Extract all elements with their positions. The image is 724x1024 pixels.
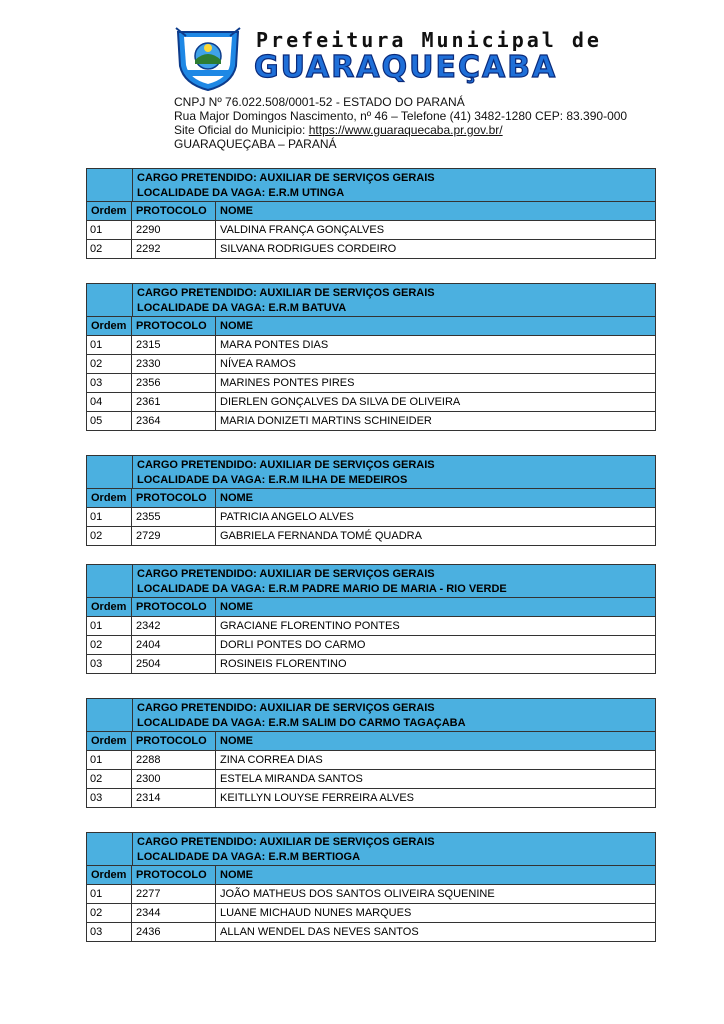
- table-header: [86, 202, 656, 221]
- table-row: [86, 355, 656, 374]
- cell-protocolo: 2729: [132, 527, 216, 546]
- cell-nome: VALDINA FRANÇA GONÇALVES: [216, 221, 656, 240]
- cell-nome: DIERLEN GONÇALVES DA SILVA DE OLIVEIRA: [216, 393, 656, 412]
- header-nome: NOME: [216, 732, 656, 751]
- cell-protocolo: 2436: [132, 923, 216, 942]
- table-title: [86, 168, 656, 202]
- cell-nome: JOÃO MATHEUS DOS SANTOS OLIVEIRA SQUENINE: [216, 885, 656, 904]
- letterhead: [170, 22, 670, 172]
- cargo-label: CARGO PRETENDIDO: AUXILIAR DE SERVIÇOS GERAIS: [137, 287, 435, 299]
- site-line: [174, 123, 627, 137]
- site-prefix: Site Oficial do Municipio:: [174, 123, 309, 137]
- cell-ordem: 01: [86, 336, 132, 355]
- cell-nome: PATRICIA ANGELO ALVES: [216, 508, 656, 527]
- contact-info: [174, 95, 627, 151]
- cell-nome: ROSINEIS FLORENTINO: [216, 655, 656, 674]
- city-line: GUARAQUEÇABA – PARANÁ: [174, 137, 337, 151]
- site-link[interactable]: https://www.guaraquecaba.pr.gov.br/: [308, 123, 503, 137]
- cell-nome: SILVANA RODRIGUES CORDEIRO: [216, 240, 656, 259]
- table-row: [86, 636, 656, 655]
- cell-ordem: 04: [86, 393, 132, 412]
- table-row: [86, 508, 656, 527]
- cell-ordem: 01: [86, 885, 132, 904]
- cell-protocolo: 2290: [132, 221, 216, 240]
- header-ordem: Ordem: [86, 732, 132, 751]
- cell-protocolo: 2277: [132, 885, 216, 904]
- cell-ordem: 02: [86, 240, 132, 259]
- header-nome: NOME: [216, 489, 656, 508]
- title-text: [132, 283, 656, 317]
- table-row: [86, 751, 656, 770]
- title-spacer: [86, 832, 132, 866]
- cell-protocolo: 2344: [132, 904, 216, 923]
- title-spacer: [86, 455, 132, 489]
- table-row: [86, 904, 656, 923]
- header-ordem: Ordem: [86, 598, 132, 617]
- cell-ordem: 01: [86, 751, 132, 770]
- table-row: [86, 240, 656, 259]
- org-name-line1: Prefeitura Municipal de: [256, 28, 602, 52]
- localidade-label: LOCALIDADE DA VAGA: E.R.M BERTIOGA: [137, 851, 361, 863]
- title-spacer: [86, 283, 132, 317]
- table-row: [86, 336, 656, 355]
- title-text: [132, 832, 656, 866]
- cell-ordem: 01: [86, 617, 132, 636]
- localidade-label: LOCALIDADE DA VAGA: E.R.M ILHA DE MEDEIROS: [137, 474, 408, 486]
- cargo-label: CARGO PRETENDIDO: AUXILIAR DE SERVIÇOS GERAIS: [137, 836, 435, 848]
- vacancy-table: [86, 168, 656, 259]
- header-nome: NOME: [216, 202, 656, 221]
- table-header: [86, 489, 656, 508]
- table-header: [86, 598, 656, 617]
- header-nome: NOME: [216, 598, 656, 617]
- cell-ordem: 02: [86, 904, 132, 923]
- cell-ordem: 03: [86, 374, 132, 393]
- cell-protocolo: 2404: [132, 636, 216, 655]
- cell-nome: GRACIANE FLORENTINO PONTES: [216, 617, 656, 636]
- cell-protocolo: 2288: [132, 751, 216, 770]
- cargo-label: CARGO PRETENDIDO: AUXILIAR DE SERVIÇOS GERAIS: [137, 702, 435, 714]
- table-row: [86, 412, 656, 431]
- cell-ordem: 02: [86, 355, 132, 374]
- header-nome: NOME: [216, 317, 656, 336]
- title-text: [132, 168, 656, 202]
- vacancy-table: [86, 564, 656, 674]
- header-ordem: Ordem: [86, 489, 132, 508]
- title-spacer: [86, 168, 132, 202]
- cell-ordem: 01: [86, 221, 132, 240]
- cell-protocolo: 2315: [132, 336, 216, 355]
- cell-protocolo: 2330: [132, 355, 216, 374]
- header-ordem: Ordem: [86, 866, 132, 885]
- cnpj-line: CNPJ Nº 76.022.508/0001-52 - ESTADO DO PARANÁ: [174, 95, 465, 109]
- localidade-label: LOCALIDADE DA VAGA: E.R.M PADRE MARIO DE MARIA - RIO VERDE: [137, 583, 507, 595]
- table-row: [86, 923, 656, 942]
- vacancy-table: [86, 283, 656, 431]
- table-title: [86, 698, 656, 732]
- address-line: Rua Major Domingos Nascimento, nº 46 – Telefone (41) 3482-1280 CEP: 83.390-000: [174, 109, 628, 123]
- cell-ordem: 03: [86, 655, 132, 674]
- header-ordem: Ordem: [86, 202, 132, 221]
- table-row: [86, 655, 656, 674]
- cell-ordem: 02: [86, 527, 132, 546]
- cell-protocolo: 2342: [132, 617, 216, 636]
- cell-ordem: 02: [86, 636, 132, 655]
- table-row: [86, 374, 656, 393]
- cell-protocolo: 2300: [132, 770, 216, 789]
- header-protocolo: PROTOCOLO: [132, 732, 216, 751]
- cell-nome: ZINA CORREA DIAS: [216, 751, 656, 770]
- title-text: [132, 564, 656, 598]
- header-protocolo: PROTOCOLO: [132, 598, 216, 617]
- cell-ordem: 05: [86, 412, 132, 431]
- header-protocolo: PROTOCOLO: [132, 489, 216, 508]
- table-row: [86, 770, 656, 789]
- cell-nome: DORLI PONTES DO CARMO: [216, 636, 656, 655]
- cell-nome: MARA PONTES DIAS: [216, 336, 656, 355]
- cargo-label: CARGO PRETENDIDO: AUXILIAR DE SERVIÇOS GERAIS: [137, 568, 435, 580]
- cell-protocolo: 2364: [132, 412, 216, 431]
- table-row: [86, 221, 656, 240]
- header-protocolo: PROTOCOLO: [132, 866, 216, 885]
- cell-protocolo: 2361: [132, 393, 216, 412]
- vacancy-table: [86, 455, 656, 546]
- header-protocolo: PROTOCOLO: [132, 317, 216, 336]
- cargo-label: CARGO PRETENDIDO: AUXILIAR DE SERVIÇOS GERAIS: [137, 459, 435, 471]
- cargo-label: CARGO PRETENDIDO: AUXILIAR DE SERVIÇOS GERAIS: [137, 172, 435, 184]
- table-row: [86, 617, 656, 636]
- table-row: [86, 393, 656, 412]
- header-protocolo: PROTOCOLO: [132, 202, 216, 221]
- table-row: [86, 527, 656, 546]
- table-header: [86, 732, 656, 751]
- vacancy-table: [86, 698, 656, 808]
- cell-nome: NÍVEA RAMOS: [216, 355, 656, 374]
- title-spacer: [86, 698, 132, 732]
- cell-nome: KEITLLYN LOUYSE FERREIRA ALVES: [216, 789, 656, 808]
- title-text: [132, 698, 656, 732]
- table-row: [86, 789, 656, 808]
- cell-nome: GABRIELA FERNANDA TOMÉ QUADRA: [216, 527, 656, 546]
- cell-protocolo: 2355: [132, 508, 216, 527]
- vacancy-table: [86, 832, 656, 942]
- municipal-crest-icon: [172, 26, 244, 92]
- cell-protocolo: 2504: [132, 655, 216, 674]
- cell-nome: MARINES PONTES PIRES: [216, 374, 656, 393]
- cell-protocolo: 2314: [132, 789, 216, 808]
- title-spacer: [86, 564, 132, 598]
- localidade-label: LOCALIDADE DA VAGA: E.R.M UTINGA: [137, 187, 345, 199]
- cell-nome: ESTELA MIRANDA SANTOS: [216, 770, 656, 789]
- table-title: [86, 564, 656, 598]
- header-nome: NOME: [216, 866, 656, 885]
- table-header: [86, 317, 656, 336]
- cell-protocolo: 2356: [132, 374, 216, 393]
- cell-ordem: 03: [86, 923, 132, 942]
- table-title: [86, 283, 656, 317]
- title-text: [132, 455, 656, 489]
- cell-ordem: 02: [86, 770, 132, 789]
- table-title: [86, 455, 656, 489]
- localidade-label: LOCALIDADE DA VAGA: E.R.M SALIM DO CARMO TAGAÇABA: [137, 717, 466, 729]
- cell-nome: MARIA DONIZETI MARTINS SCHINEIDER: [216, 412, 656, 431]
- org-name-line2: GUARAQUEÇABA: [254, 50, 558, 85]
- cell-ordem: 03: [86, 789, 132, 808]
- header-ordem: Ordem: [86, 317, 132, 336]
- cell-protocolo: 2292: [132, 240, 216, 259]
- table-row: [86, 885, 656, 904]
- table-title: [86, 832, 656, 866]
- cell-nome: ALLAN WENDEL DAS NEVES SANTOS: [216, 923, 656, 942]
- table-header: [86, 866, 656, 885]
- cell-nome: LUANE MICHAUD NUNES MARQUES: [216, 904, 656, 923]
- cell-ordem: 01: [86, 508, 132, 527]
- localidade-label: LOCALIDADE DA VAGA: E.R.M BATUVA: [137, 302, 347, 314]
